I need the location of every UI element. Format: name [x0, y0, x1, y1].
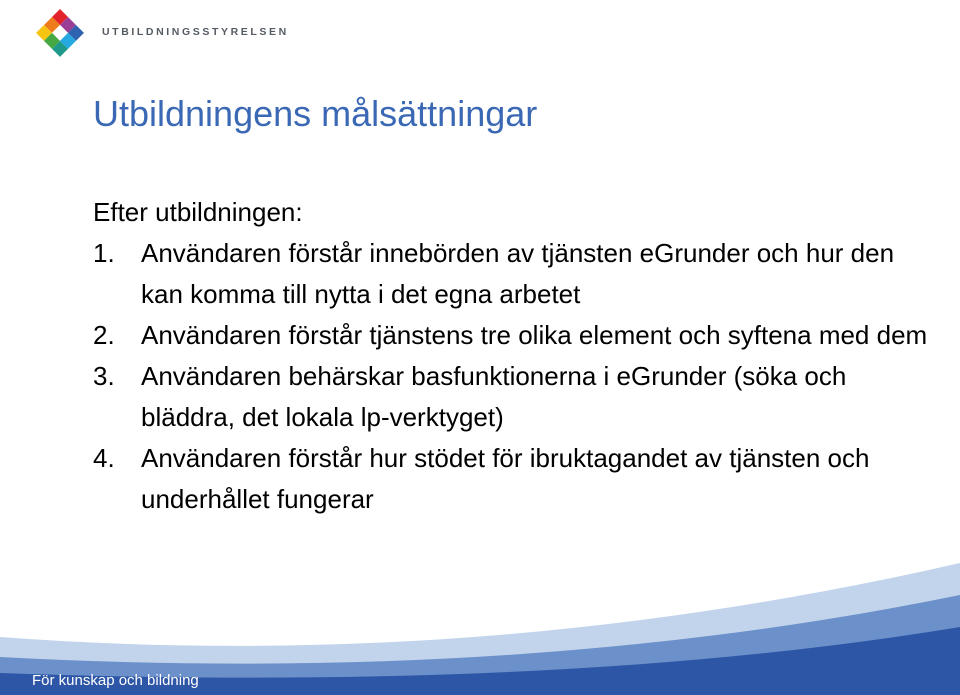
objectives-list — [93, 233, 933, 520]
intro-text: Efter utbildningen: — [93, 197, 303, 227]
item-number: 4. — [93, 443, 115, 473]
diamond-logo-icon — [30, 8, 90, 58]
slide-title: Utbildningens målsättningar — [93, 93, 538, 134]
list-item — [93, 233, 933, 315]
item-text: Användaren behärskar basfunktionerna i eGrunder (söka och bläddra, det lokala lp-verktyget) — [141, 361, 847, 432]
item-number: 1. — [93, 238, 115, 268]
organization-name: UTBILDNINGSSTYRELSEN — [102, 26, 289, 38]
footer-tagline: För kunskap och bildning — [32, 672, 199, 689]
item-number: 3. — [93, 361, 115, 391]
list-item — [93, 356, 933, 438]
slide-content — [93, 192, 933, 520]
item-text: Användaren förstår hur stödet för ibruktagandet av tjänsten och underhållet fungerar — [141, 443, 870, 514]
list-item — [93, 315, 933, 356]
item-number: 2. — [93, 320, 115, 350]
item-text: Användaren förstår innebörden av tjänsten eGrunder och hur den kan komma till nytta i det egna arbetet — [141, 238, 895, 309]
item-text: Användaren förstår tjänstens tre olika element och syftena med dem — [141, 320, 928, 350]
list-item — [93, 438, 933, 520]
